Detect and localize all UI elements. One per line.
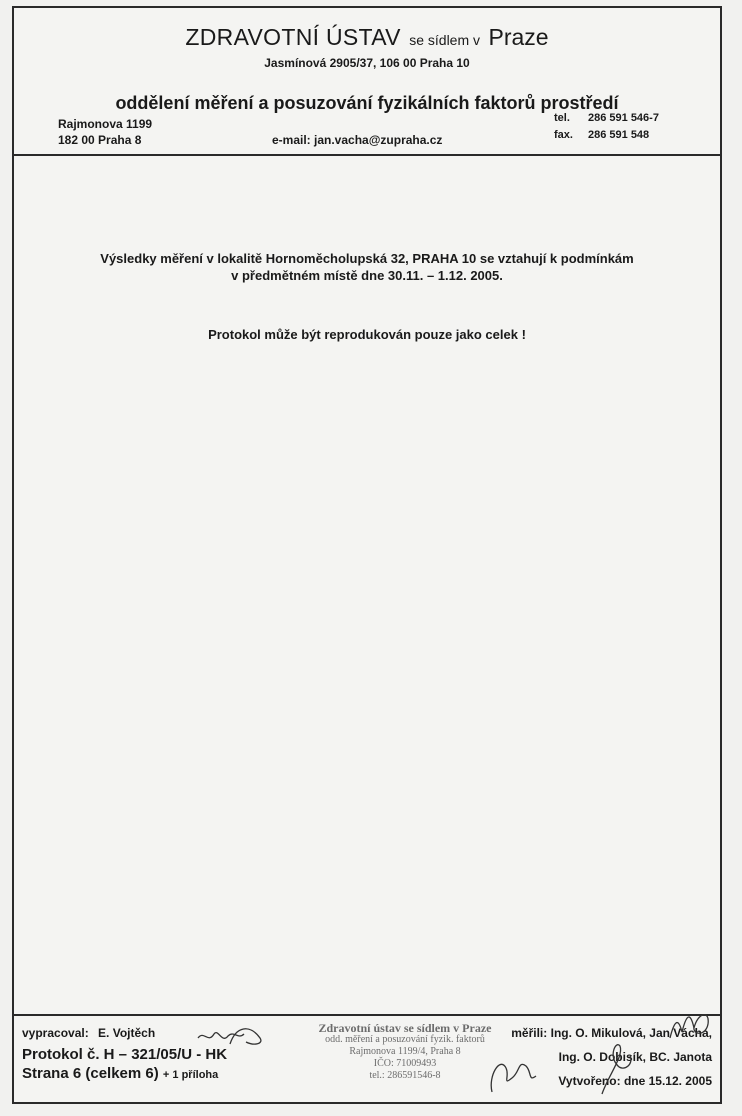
seat-text: se sídlem v bbox=[409, 32, 481, 48]
institute-stamp bbox=[310, 1022, 500, 1082]
signature-mikulova bbox=[482, 1046, 542, 1096]
document-footer bbox=[14, 1014, 720, 1102]
prepared-name: E. Vojtěch bbox=[98, 1026, 156, 1040]
signature-vojtech bbox=[194, 1020, 274, 1050]
fax-number: 286 591 548 bbox=[588, 129, 650, 141]
tel-label: tel. bbox=[554, 112, 570, 124]
department-email: e-mail: jan.vacha@zupraha.cz bbox=[272, 133, 443, 147]
fax-line bbox=[554, 129, 649, 141]
letterhead bbox=[14, 8, 720, 156]
stamp-line-5: tel.: 286591546-8 bbox=[369, 1070, 441, 1081]
measured-label: měřili: bbox=[511, 1026, 548, 1040]
institute-city: Praze bbox=[488, 24, 549, 50]
document-page bbox=[12, 6, 722, 1104]
fax-label: fax. bbox=[554, 129, 573, 141]
stamp-line-1: Zdravotní ústav se sídlem v Praze bbox=[318, 1021, 492, 1035]
signature-dobisik bbox=[594, 1036, 644, 1096]
institute-title bbox=[14, 24, 720, 51]
page-count: Strana 6 (celkem 6) bbox=[22, 1065, 159, 1082]
department-name: oddělení měření a posuzování fyzikálních faktorů prostředí bbox=[115, 93, 619, 113]
institute-address: Jasmínová 2905/37, 106 00 Praha 10 bbox=[264, 56, 470, 70]
measurement-statement bbox=[44, 250, 690, 284]
stamp-line-4: IČO: 71009493 bbox=[373, 1058, 437, 1069]
statement-line-2: v předmětném místě dne 30.11. – 1.12. 2005. bbox=[231, 268, 503, 283]
page-number bbox=[22, 1065, 227, 1082]
institute-name: ZDRAVOTNÍ ÚSTAV bbox=[185, 24, 401, 50]
attachment-count: + 1 příloha bbox=[162, 1069, 219, 1081]
protocol-number: Protokol č. H – 321/05/U - HK bbox=[22, 1046, 228, 1063]
prepared-label: vypracoval: bbox=[22, 1026, 89, 1040]
department-street: Rajmonova 1199 bbox=[58, 117, 153, 131]
created-label: Vytvořeno: bbox=[558, 1074, 621, 1088]
measured-names-2: Ing. O. Dobisík, BC. Janota bbox=[558, 1050, 712, 1064]
stamp-line-2: odd. měření a posuzování fyzik. faktorů bbox=[325, 1034, 485, 1045]
statement-line-1: Výsledky měření v lokalitě Hornoměcholupská 32, PRAHA 10 se vztahují k podmínkám bbox=[100, 251, 634, 266]
tel-number: 286 591 546-7 bbox=[588, 112, 659, 124]
reproduction-notice: Protokol může být reprodukován pouze jako celek ! bbox=[208, 327, 526, 342]
signature-vacha bbox=[664, 1002, 716, 1046]
measured-names-1: Ing. O. Mikulová, Jan Vácha, bbox=[550, 1026, 712, 1040]
created-value: dne 15.12. 2005 bbox=[623, 1074, 712, 1088]
telephone-line bbox=[554, 112, 659, 124]
stamp-line-3: Rajmonova 1199/4, Praha 8 bbox=[349, 1046, 461, 1057]
department-zip-city: 182 00 Praha 8 bbox=[58, 133, 142, 147]
